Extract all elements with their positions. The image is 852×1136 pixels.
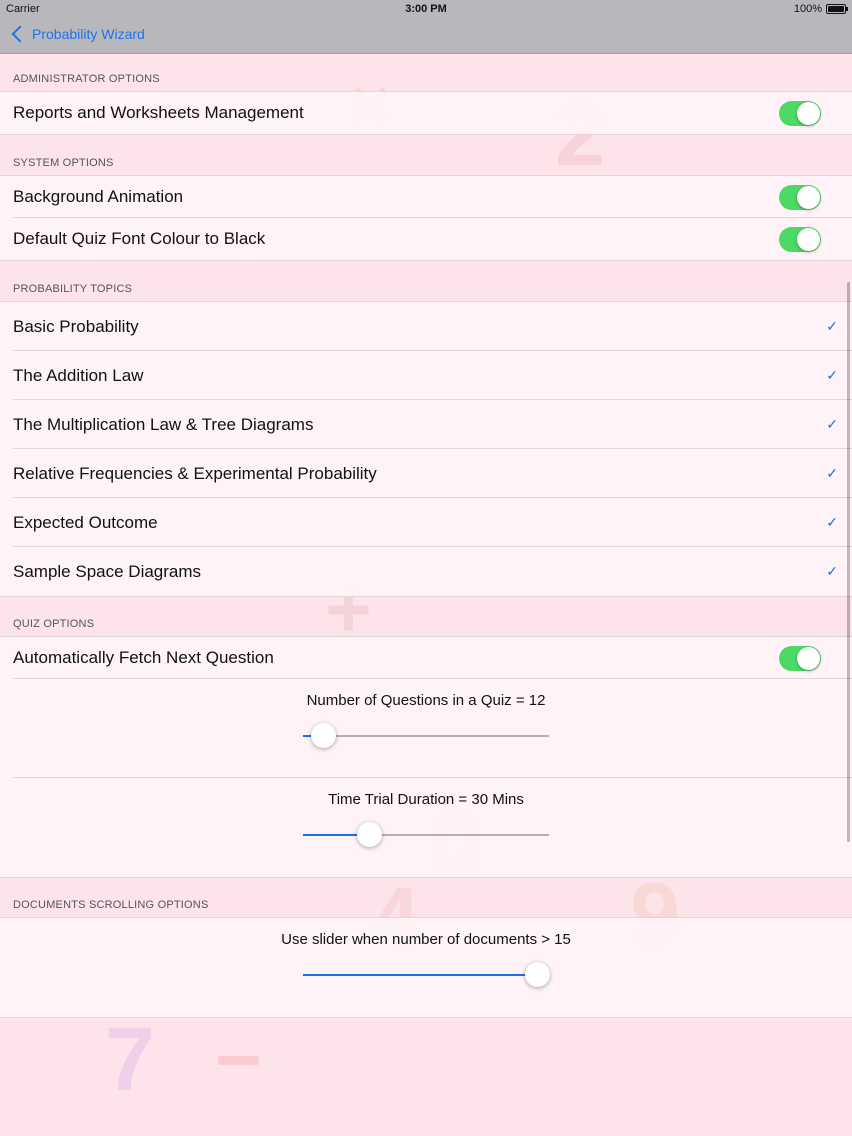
topic-label: Relative Frequencies & Experimental Probability: [13, 463, 377, 483]
font-colour-toggle[interactable]: [779, 227, 821, 252]
reports-toggle[interactable]: [779, 101, 821, 126]
row-label: Automatically Fetch Next Question: [13, 648, 274, 667]
row-label: Background Animation: [13, 187, 184, 206]
row-question-count: [0, 679, 852, 778]
checkmark-icon: ✓: [826, 514, 838, 530]
section-title: SYSTEM OPTIONS: [13, 157, 114, 169]
row-reports-management: [0, 91, 852, 134]
row-separator: [13, 448, 852, 449]
topic-label: Expected Outcome: [13, 512, 158, 532]
documents-caption: Use slider when number of documents > 15: [281, 931, 571, 948]
section-header-documents: [0, 877, 852, 917]
navigation-bar: [0, 18, 852, 54]
time-trial-caption: Time Trial Duration = 30 Mins: [328, 791, 524, 808]
checkmark-icon: ✓: [826, 367, 838, 383]
decorative-symbol: +: [325, 565, 372, 654]
topic-label: Basic Probability: [13, 316, 139, 336]
row-separator: [13, 399, 852, 400]
toggle-knob: [797, 102, 820, 125]
slider-thumb[interactable]: [311, 723, 336, 748]
chevron-left-icon: [12, 26, 29, 43]
clock: 3:00 PM: [405, 3, 447, 15]
slider-fill: [303, 974, 537, 976]
row-separator: [13, 678, 852, 679]
topic-row[interactable]: [0, 351, 852, 400]
row-auto-fetch: [0, 636, 852, 679]
topic-row[interactable]: [0, 400, 852, 449]
row-label: Default Quiz Font Colour to Black: [13, 229, 266, 248]
checkmark-icon: ✓: [826, 318, 838, 334]
checkmark-icon: ✓: [826, 563, 838, 579]
section-title: PROBABILITY TOPICS: [13, 283, 133, 295]
decorative-digit: 2: [555, 85, 606, 185]
battery-icon: [826, 4, 846, 14]
section-title: DOCUMENTS SCROLLING OPTIONS: [13, 899, 209, 911]
topic-row[interactable]: [0, 449, 852, 498]
documents-slider[interactable]: [303, 974, 549, 976]
row-separator: [13, 350, 852, 351]
section-header-quiz: [0, 596, 852, 636]
row-label: Reports and Worksheets Management: [13, 103, 304, 122]
decorative-symbol: −: [215, 1015, 262, 1104]
row-separator: [13, 546, 852, 547]
topic-row[interactable]: [0, 547, 852, 596]
row-documents-scrolling: [0, 917, 852, 1018]
toggle-knob: [797, 647, 820, 670]
section-title: QUIZ OPTIONS: [13, 618, 95, 630]
animation-toggle[interactable]: [779, 185, 821, 210]
battery-percent: 100%: [793, 3, 822, 15]
section-header-system: [0, 134, 852, 175]
battery-indicator: [794, 3, 846, 15]
status-bar: [0, 0, 852, 18]
checkmark-icon: ✓: [826, 416, 838, 432]
decorative-digit: 9: [630, 865, 681, 965]
topic-label: Sample Space Diagrams: [13, 561, 202, 581]
scroll-indicator[interactable]: [847, 282, 850, 842]
question-count-slider[interactable]: [303, 735, 549, 737]
toggle-knob: [797, 186, 820, 209]
topic-row[interactable]: [0, 498, 852, 547]
topic-label: The Addition Law: [13, 365, 144, 385]
toggle-knob: [797, 228, 820, 251]
row-time-trial: [0, 778, 852, 877]
question-count-caption: Number of Questions in a Quiz = 12: [306, 692, 546, 709]
settings-list[interactable]: [0, 54, 852, 1136]
row-background-animation: [0, 175, 852, 218]
row-separator: [13, 217, 852, 218]
carrier-label: Carrier: [6, 3, 40, 15]
section-title: ADMINISTRATOR OPTIONS: [13, 73, 160, 85]
auto-fetch-toggle[interactable]: [779, 646, 821, 671]
section-header-admin: [0, 54, 852, 91]
back-button-label: Probability Wizard: [32, 26, 145, 42]
back-button[interactable]: [10, 26, 145, 42]
checkmark-icon: ✓: [826, 465, 838, 481]
time-trial-slider[interactable]: [303, 834, 549, 836]
decorative-digit: 7: [105, 1010, 156, 1110]
section-header-topics: [0, 260, 852, 301]
slider-thumb[interactable]: [525, 962, 550, 987]
row-font-colour: [0, 218, 852, 260]
topic-row[interactable]: [0, 301, 852, 351]
row-separator: [13, 497, 852, 498]
topic-label: The Multiplication Law & Tree Diagrams: [13, 414, 314, 434]
row-separator: [13, 777, 852, 778]
slider-thumb[interactable]: [357, 822, 382, 847]
